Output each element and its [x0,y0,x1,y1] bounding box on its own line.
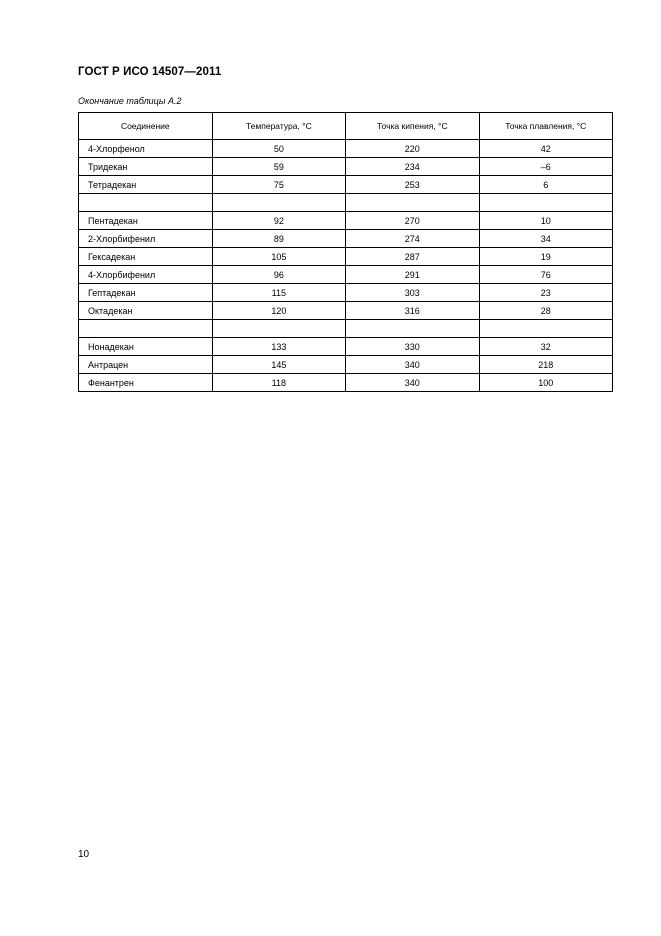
cell-temperature: 50 [212,140,346,158]
table-row [79,374,613,392]
cell-temperature: 133 [212,338,346,356]
table-row [79,140,613,158]
cell-compound: Октадекан [79,302,213,320]
cell-compound: Тетрадекан [79,176,213,194]
table-row [79,158,613,176]
cell-boiling-point [346,194,479,212]
cell-melting-point [479,194,613,212]
cell-compound: 4-Хлорбифенил [79,266,213,284]
cell-compound: 4-Хлорфенол [79,140,213,158]
cell-temperature: 115 [212,284,346,302]
cell-temperature: 118 [212,374,346,392]
cell-boiling-point: 291 [346,266,479,284]
cell-temperature: 59 [212,158,346,176]
cell-temperature: 145 [212,356,346,374]
cell-melting-point: 34 [479,230,613,248]
cell-temperature: 105 [212,248,346,266]
cell-boiling-point: 274 [346,230,479,248]
cell-compound: Тридекан [79,158,213,176]
column-header-melting-point: Точка плавления, °С [479,113,613,140]
cell-melting-point: 19 [479,248,613,266]
cell-compound: 2-Хлорбифенил [79,230,213,248]
cell-boiling-point: 330 [346,338,479,356]
cell-boiling-point: 340 [346,356,479,374]
cell-compound: Гептадекан [79,284,213,302]
table-row [79,266,613,284]
table-spacer-row [79,320,613,338]
column-header-temperature: Температура, °С [212,113,346,140]
cell-temperature: 89 [212,230,346,248]
table-row [79,284,613,302]
table-row [79,212,613,230]
cell-melting-point: 42 [479,140,613,158]
document-header-title: ГОСТ Р ИСО 14507—2011 [78,66,222,78]
table-row [79,302,613,320]
cell-compound: Антрацен [79,356,213,374]
column-header-boiling-point: Точка кипения, °С [346,113,479,140]
table-header-row [79,113,613,140]
cell-melting-point: 76 [479,266,613,284]
cell-melting-point: 28 [479,302,613,320]
cell-compound: Гексадекан [79,248,213,266]
cell-melting-point: 218 [479,356,613,374]
cell-boiling-point [346,320,479,338]
cell-melting-point: 6 [479,176,613,194]
data-table [78,112,613,392]
cell-melting-point [479,320,613,338]
cell-boiling-point: 253 [346,176,479,194]
cell-temperature [212,320,346,338]
cell-melting-point: 100 [479,374,613,392]
cell-boiling-point: 340 [346,374,479,392]
cell-temperature: 96 [212,266,346,284]
cell-boiling-point: 303 [346,284,479,302]
cell-compound [79,194,213,212]
table-spacer-row [79,194,613,212]
cell-boiling-point: 287 [346,248,479,266]
cell-compound: Фенантрен [79,374,213,392]
cell-temperature [212,194,346,212]
cell-melting-point: 32 [479,338,613,356]
cell-boiling-point: 234 [346,158,479,176]
table-row [79,338,613,356]
cell-boiling-point: 316 [346,302,479,320]
cell-compound: Нонадекан [79,338,213,356]
cell-boiling-point: 220 [346,140,479,158]
column-header-compound: Соединение [79,113,213,140]
cell-temperature: 92 [212,212,346,230]
cell-compound [79,320,213,338]
cell-boiling-point: 270 [346,212,479,230]
table-row [79,176,613,194]
table-caption: Окончание таблицы А.2 [78,96,182,106]
table-body [79,140,613,392]
table-row [79,356,613,374]
cell-temperature: 120 [212,302,346,320]
table-row [79,230,613,248]
cell-compound: Пентадекан [79,212,213,230]
cell-melting-point: 10 [479,212,613,230]
cell-temperature: 75 [212,176,346,194]
page-number: 10 [78,849,90,860]
cell-melting-point: 23 [479,284,613,302]
table-row [79,248,613,266]
cell-melting-point: –6 [479,158,613,176]
